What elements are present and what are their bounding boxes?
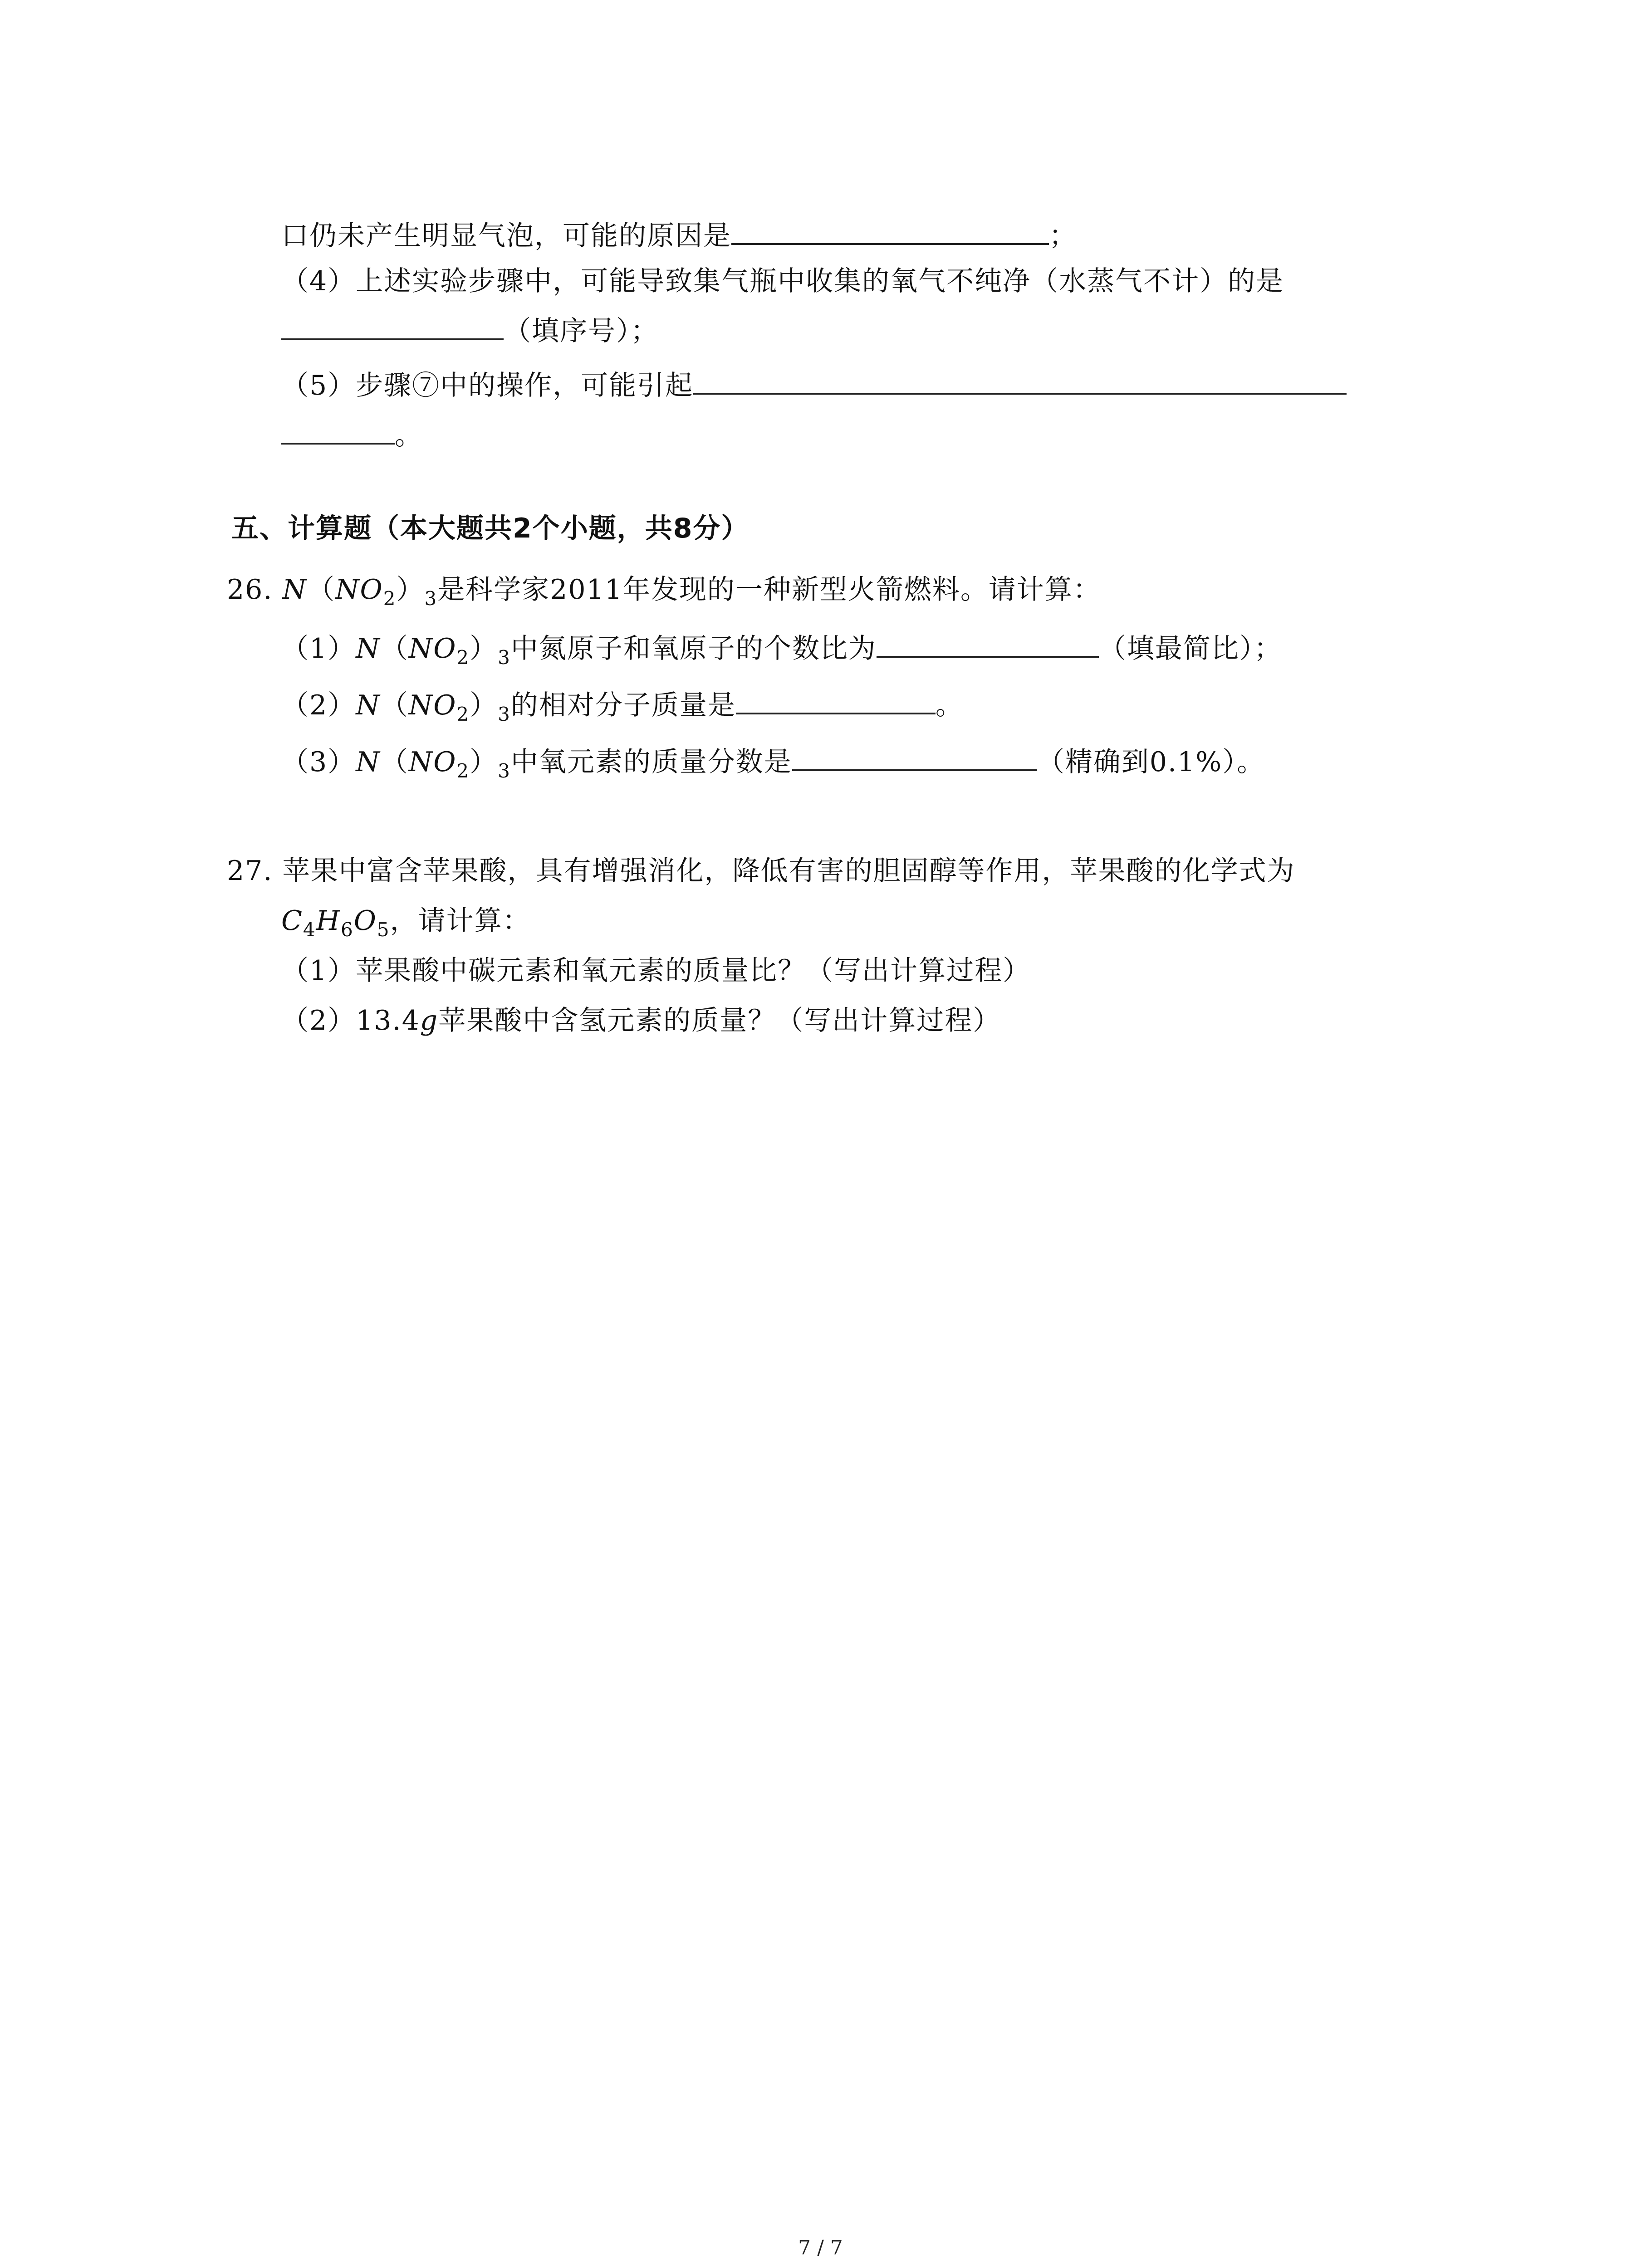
- q26-sub1-blank[interactable]: [877, 631, 1099, 658]
- q27-line2: $C_4H_6O_5$，请计算：: [281, 905, 531, 941]
- q26-sub3-hint: （精确到0.1%）。: [1037, 746, 1265, 778]
- q26-sub1-text: 中氮原子和氧原子的个数比为: [510, 633, 877, 665]
- q27-sub2-text: 苹果酸中含氢元素的质量？（写出计算过程）: [438, 1005, 1001, 1036]
- q26-sub2-text: 的相对分子质量是: [510, 689, 736, 721]
- q25-cause-line: 口仍未产生明显气泡，可能的原因是 ；: [281, 218, 1077, 254]
- q25-cause-text: 口仍未产生明显气泡，可能的原因是: [281, 220, 731, 252]
- q26-sub1-line: $(1)N(NO_2)_3$中氮原子和氧原子的个数比为 （填最简比）；: [281, 631, 1282, 667]
- q26-sub1-hint: （填最简比）；: [1098, 633, 1282, 665]
- q26-sub2-line: $(2)N(NO_2)_3$的相对分子质量是 。: [281, 687, 964, 723]
- q27-line1: [227, 853, 1295, 889]
- section-title: 五、计算题（本大题共2个小题，共8分）: [231, 513, 749, 544]
- q25-sub5-text: （5）步骤⑦中的操作，可能引起: [281, 370, 694, 401]
- q26-sub3-blank[interactable]: [792, 744, 1037, 771]
- q25-sub5-continue-line: 。: [281, 417, 423, 454]
- q25-sub4-hint: （填序号）；: [504, 315, 659, 347]
- q27-sub1-line: （1）苹果酸中碳元素和氧元素的质量比？（写出计算过程）: [281, 955, 1031, 987]
- q27-number: 27.: [227, 855, 273, 887]
- q25-sub4-text: （4）上述实验步骤中，可能导致集气瓶中收集的氧气不纯净（水蒸气不计）的是: [281, 265, 1284, 297]
- q26-intro-text: 是科学家2011年发现的一种新型火箭燃料。请计算：: [437, 574, 1101, 606]
- q25-sub4-line: [281, 263, 1284, 299]
- q25-sub4-answer-line: [281, 313, 659, 349]
- q26-sub3-line: $(3)N(NO_2)_3$中氧元素的质量分数是 （精确到0.1%）。: [281, 744, 1265, 780]
- q26-sub3-text: 中氧元素的质量分数是: [510, 746, 792, 778]
- q25-sub5-blank[interactable]: [693, 367, 1347, 395]
- q26-sub2-blank[interactable]: [736, 687, 936, 714]
- q25-sub5-line: [281, 367, 1347, 404]
- page-number: 7 / 7: [798, 2236, 843, 2259]
- q25-cause-blank[interactable]: [731, 218, 1049, 245]
- q25-sub4-blank[interactable]: [281, 313, 504, 340]
- q26-intro-line: 26. $N(NO_2)_3$是科学家2011年发现的一种新型火箭燃料。请计算：: [227, 574, 1101, 610]
- q26-number: 26.: [227, 574, 273, 606]
- q25-sub5-blank-2[interactable]: [281, 417, 395, 445]
- q27-text: 苹果中富含苹果酸，具有增强消化，降低有害的胆固醇等作用，苹果酸的化学式为: [282, 855, 1295, 887]
- q27-sub2-line: （2）13.4g苹果酸中含氢元素的质量？（写出计算过程）: [281, 1005, 1001, 1036]
